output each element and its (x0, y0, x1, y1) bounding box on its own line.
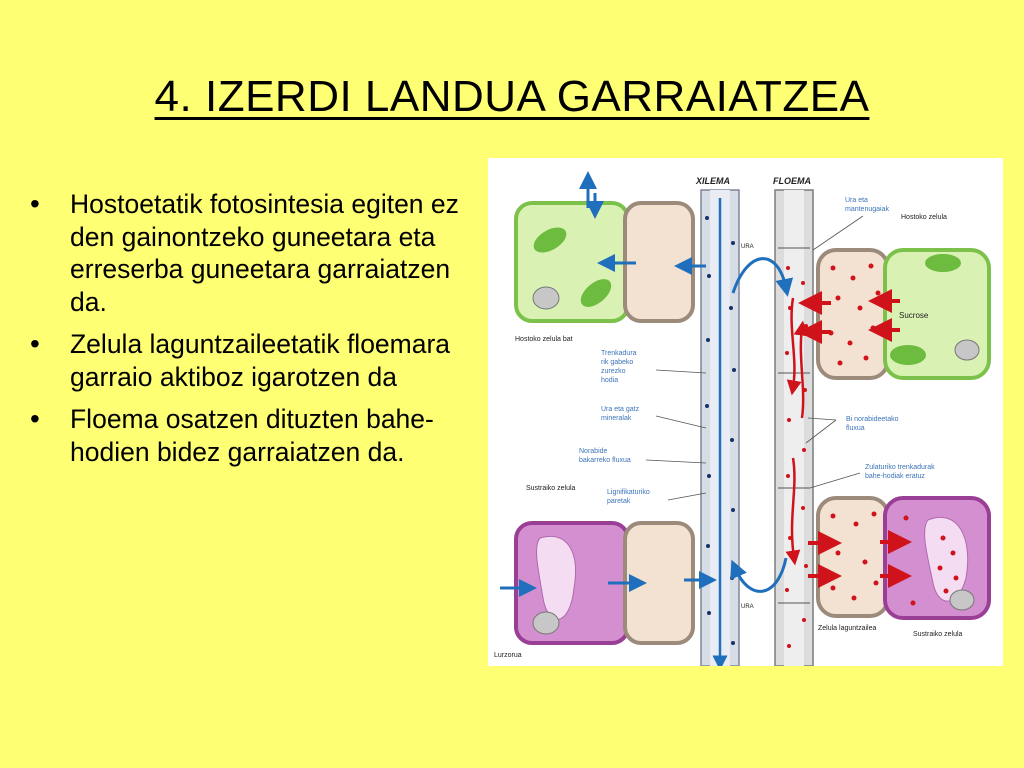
ura-gatz-label-1: Ura eta gatz (601, 406, 640, 413)
sustraiko-zelula-left-label: Sustraiko zelula (526, 485, 576, 492)
bullet-item (30, 328, 480, 393)
bullet-item (30, 188, 480, 318)
trenkadura-label-1: Trenkadura (601, 350, 637, 357)
ura-mantenugaiak-label-2: mantenugaiak (845, 206, 889, 213)
bullet-text: Floema osatzen dituzten bahe-hodien bidez garraiatzen da. (70, 404, 434, 467)
xylem-vessel (701, 190, 739, 666)
companion-cell-right-bottom (818, 498, 888, 616)
zulaturiko-label-2: bahe-hodiak eratuz (865, 473, 925, 480)
bi-norabide-label-2: fluxua (846, 425, 865, 432)
diagram-svg (488, 158, 1003, 666)
bullet-dot: • (30, 328, 40, 359)
sucrose-label: Sucrose (899, 311, 929, 320)
trenkadura-label-2: rik gabeko (601, 359, 634, 366)
companion-cell-right-top (818, 250, 888, 378)
hostoko-zelula-bat-label: Hostoko zelula bat (515, 336, 573, 343)
lurzorua-label: Lurzorua (494, 652, 522, 659)
phloem-transport-diagram (488, 158, 1003, 666)
lignifikaturiko-label-1: Lignifikaturiko (607, 489, 650, 496)
bi-norabide-label-1: Bi norabideetako (846, 416, 899, 423)
zulaturiko-label-1: Zulaturiko trenkadurak (865, 464, 935, 471)
lignifikaturiko-label-2: paretak (607, 498, 631, 505)
bullet-text: Zelula laguntzaileetatik floemara garraio aktiboz igarotzen da (70, 329, 451, 392)
trenkadura-label-3: zurezko (601, 368, 626, 375)
ura-gatz-label-2: mineralak (601, 415, 632, 422)
norabide-bakarreko-label-1: Norabide (579, 448, 608, 455)
bullet-item (30, 403, 480, 468)
sustraiko-zelula-right-label: Sustraiko zelula (913, 631, 963, 638)
xilema-header: XILEMA (696, 176, 731, 186)
ura-mantenugaiak-label-1: Ura eta (845, 197, 868, 204)
hostoko-zelula-label: Hostoko zelula (901, 214, 947, 221)
root-cell-right (885, 498, 989, 618)
bullet-list (30, 188, 480, 478)
bullet-text: Hostoetatik fotosintesia egiten ez den gainontzeko guneetara eta erreserba guneetara garraiatzen da. (70, 189, 459, 317)
floema-header: FLOEMA (773, 176, 811, 186)
norabide-bakarreko-label-2: bakarreko fluxua (579, 457, 631, 464)
ura-label-bottom: URA (741, 604, 754, 610)
zelula-laguntzailea-label: Zelula laguntzailea (818, 625, 877, 632)
trenkadura-label-4: hodia (601, 377, 619, 384)
bullet-dot: • (30, 403, 40, 434)
bullet-dot: • (30, 188, 40, 219)
ura-label-top: URA (741, 244, 754, 250)
slide-title: 4. IZERDI LANDUA GARRAIATZEA (154, 72, 870, 121)
phloem-sieve-tube (775, 190, 813, 666)
